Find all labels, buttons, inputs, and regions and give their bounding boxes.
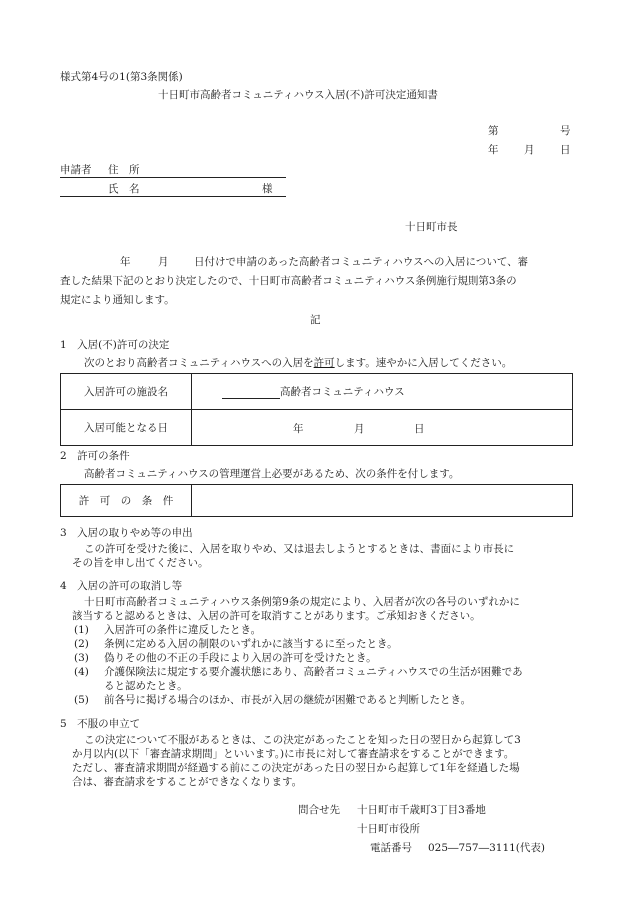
phone-number: 025―757―3111(代表) xyxy=(428,842,545,854)
conditions-row xyxy=(61,485,573,517)
intro-line1: 日付けで申請のあった高齢者コミュニティハウスへの入居について、審 xyxy=(194,256,529,268)
intro-tsuki: 月 xyxy=(158,256,169,268)
section2-heading: 2 許可の条件 xyxy=(60,450,130,462)
section1-text-c: します。速やかに入居してください。 xyxy=(334,357,513,369)
doc-number-dai: 第 xyxy=(488,125,499,137)
item-5-text: 前各号に掲げる場合のほか、市長が入居の継続が困難であると判断したとき。 xyxy=(104,694,472,706)
section5-heading: 5 不服の申立て xyxy=(60,718,141,730)
move-in-tsuki: 月 xyxy=(354,423,365,435)
permit-table xyxy=(60,373,573,446)
facility-label-cell: 入居許可の施設名 xyxy=(61,374,192,410)
contact-office: 十日町市役所 xyxy=(357,823,420,835)
contact-label: 問合せ先 xyxy=(298,804,340,816)
name-underline xyxy=(60,196,286,197)
section1-text-a: 次のとおり高齢者コミュニティハウスへの入居を xyxy=(84,357,314,369)
intro-nen: 年 xyxy=(120,256,131,268)
section1-heading: 1 入居(不)許可の決定 xyxy=(60,339,170,351)
conditions-table xyxy=(60,484,573,517)
section3-line1: この許可を受けた後に、入居を取りやめ、又は退去しようとするときは、書面により市長に xyxy=(84,543,515,555)
section5-line1: この決定について不服があるときは、この決定があったことを知った日の翌日から起算して3 xyxy=(84,734,521,746)
item-4-text: 介護保険法に規定する要介護状態にあり、高齢者コミュニティハウスでの生活が困難であ xyxy=(104,666,523,678)
section4-line2: 該当すると認めるときは、入居の許可を取消すことがあります。ご承知おきください。 xyxy=(72,610,481,622)
section5-line2: か月以内(以下「審査請求期間」といいます。)に市長に対して審査請求をすることができます。 xyxy=(72,748,515,760)
move-in-hi: 日 xyxy=(414,423,425,435)
section1-text xyxy=(84,356,512,370)
item-5-num: (5) xyxy=(74,694,89,706)
section5-line4: 合は、審査請求をすることができなくなります。 xyxy=(72,776,303,788)
section3-heading: 3 入居の取りやめ等の申出 xyxy=(60,527,193,539)
item-2-num: (2) xyxy=(74,638,89,650)
section5-line3: ただし、審査請求期間が経過する前にこの決定があった日の翌日から起算して1年を経過した場 xyxy=(72,762,520,774)
item-4-num: (4) xyxy=(74,666,89,678)
item-3-num: (3) xyxy=(74,652,89,664)
permit-table-row-date xyxy=(61,410,573,446)
doc-number-go: 号 xyxy=(560,125,571,137)
section3-line2: その旨を申し出てください。 xyxy=(72,557,209,569)
permit-table-row-facility xyxy=(61,374,573,410)
date-hi: 日 xyxy=(560,144,571,156)
conditions-label-cell: 許 可 の 条 件 xyxy=(61,485,192,517)
section1-permit-underlined: 許可 xyxy=(313,357,335,369)
section4-line1: 十日町市高齢者コミュニティハウス条例第9条の規定により、入居者が次の各号のいずれかに xyxy=(84,596,520,608)
section2-text: 高齢者コミュニティハウスの管理運営上必要があるため、次の条件を付します。 xyxy=(84,468,460,480)
document-title: 十日町市高齢者コミュニティハウス入居(不)許可決定通知書 xyxy=(158,89,438,101)
item-4-text-cont: ると認めたとき。 xyxy=(104,680,188,692)
honorific-sama: 様 xyxy=(262,183,273,195)
intro-line3: 規定により通知します。 xyxy=(60,294,175,306)
date-nen: 年 xyxy=(488,144,499,156)
date-tsuki: 月 xyxy=(524,144,535,156)
date-label-cell: 入居可能となる日 xyxy=(61,410,192,446)
date-value-cell xyxy=(192,410,573,446)
applicant-label: 申請者 xyxy=(60,164,92,176)
sender-mayor: 十日町市長 xyxy=(405,221,458,233)
item-1-num: (1) xyxy=(74,624,89,636)
address-underline xyxy=(60,177,286,178)
item-2-text: 条例に定める入居の制限のいずれかに該当するに至ったとき。 xyxy=(104,638,398,650)
facility-value-cell xyxy=(192,374,573,410)
address-label: 住 所 xyxy=(108,164,140,176)
facility-value: 高齢者コミュニティハウス xyxy=(280,386,405,398)
conditions-value-cell xyxy=(192,485,573,517)
form-number-label: 様式第4号の1(第3条関係) xyxy=(60,71,183,83)
ki-heading: 記 xyxy=(310,314,321,326)
item-1-text: 入居許可の条件に違反したとき。 xyxy=(104,624,262,636)
item-3-text: 偽りその他の不正の手段により入居の許可を受けたとき。 xyxy=(104,652,377,664)
facility-name-blank xyxy=(222,386,280,399)
intro-line2: 査した結果下記のとおり決定したので、十日町市高齢者コミュニティハウス条例施行規則第3条の xyxy=(60,275,517,287)
move-in-nen: 年 xyxy=(293,423,304,435)
section4-heading: 4 入居の許可の取消し等 xyxy=(60,580,183,592)
phone-label: 電話番号 xyxy=(370,842,412,854)
name-label: 氏 名 xyxy=(108,183,140,195)
contact-address: 十日町市千歳町3丁目3番地 xyxy=(357,804,486,816)
